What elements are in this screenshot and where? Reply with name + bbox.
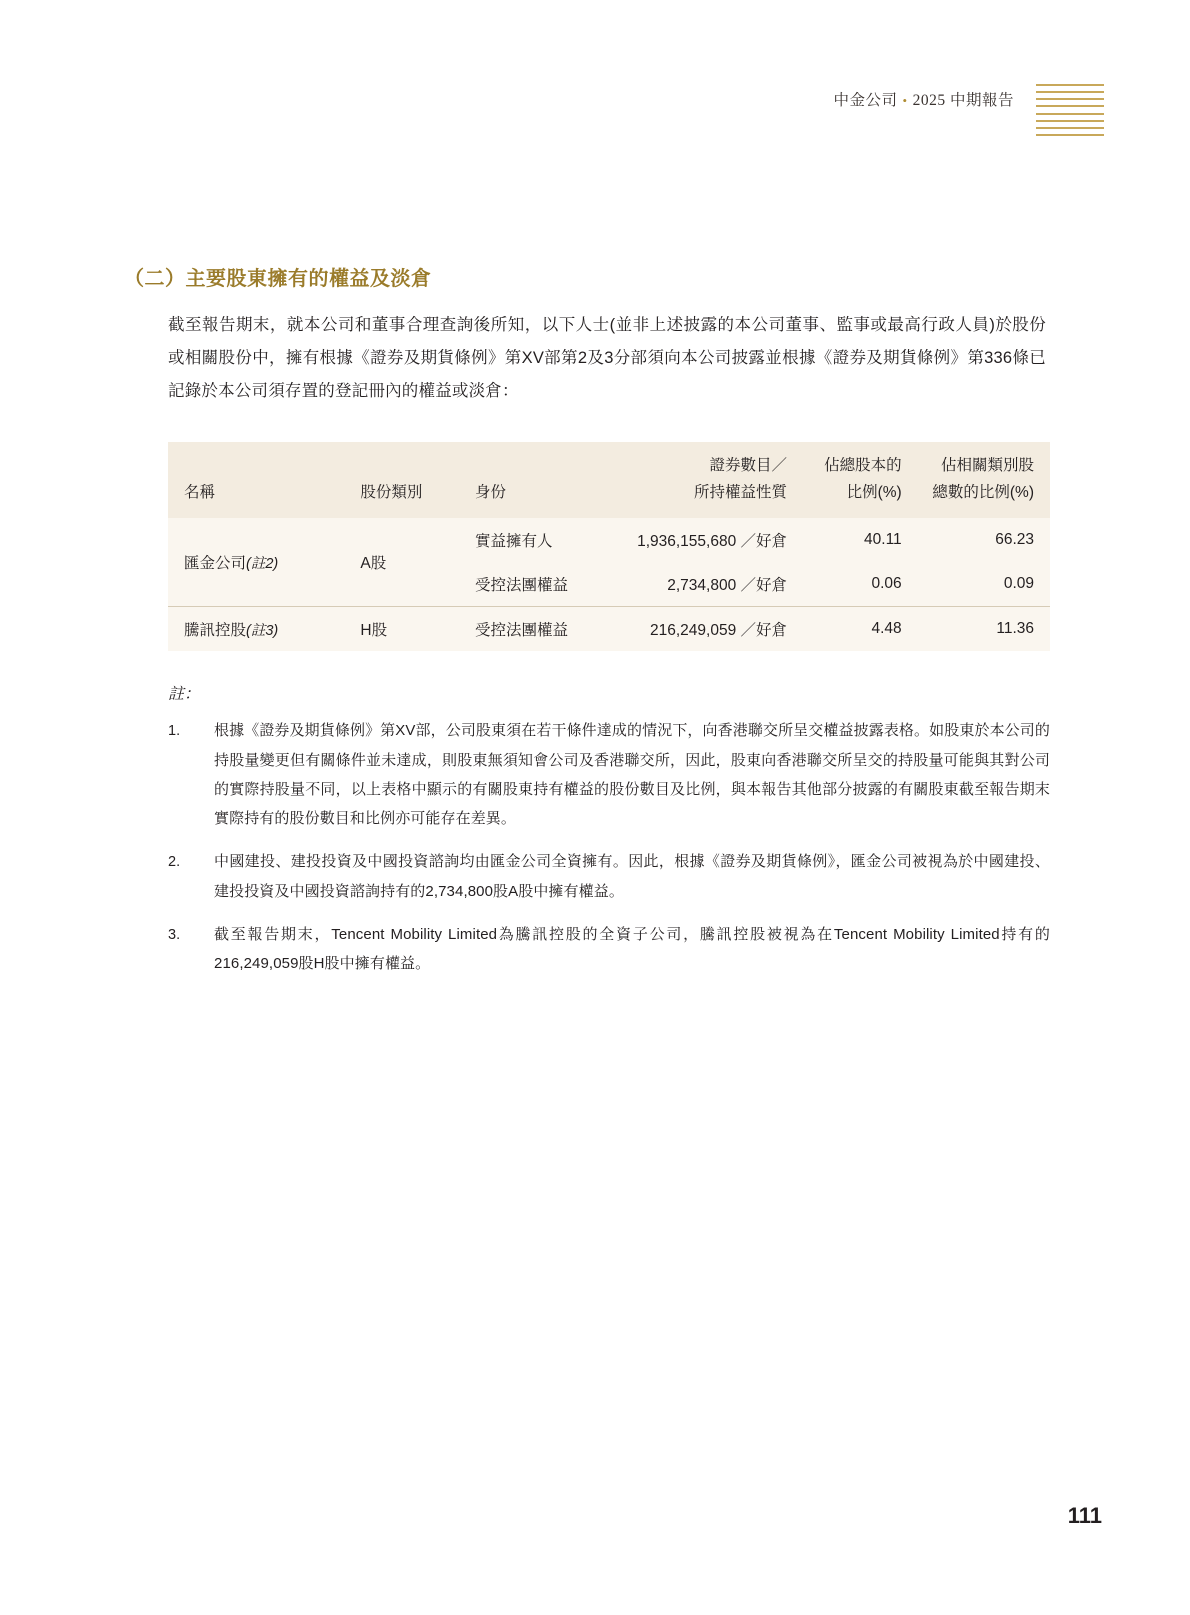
page-content bbox=[124, 262, 1054, 992]
decorative-lines-icon bbox=[1036, 84, 1104, 136]
page-title: （二）主要股東擁有的權益及淡倉 bbox=[124, 268, 432, 290]
header-company: 中金公司 bbox=[833, 92, 898, 109]
notes-list bbox=[168, 716, 1050, 978]
column-header-amount-line2: 所持權益性質 bbox=[694, 484, 788, 502]
list-item bbox=[168, 847, 1050, 906]
cell-pct-class: 0.09 bbox=[918, 562, 1050, 607]
cell-pct-total: 0.06 bbox=[803, 562, 918, 607]
column-header-amount bbox=[609, 442, 803, 518]
holdings-table-wrapper bbox=[168, 442, 1050, 651]
page-header bbox=[834, 84, 1104, 136]
column-header-name bbox=[168, 442, 344, 518]
header-title bbox=[834, 84, 1014, 110]
column-header-pct-total-line2: 比例(%) bbox=[846, 484, 902, 502]
cell-name-note-ref: (註3) bbox=[246, 623, 279, 640]
column-header-share-class bbox=[344, 442, 459, 518]
cell-pct-class: 11.36 bbox=[918, 607, 1050, 652]
cell-name-note-ref: (註2) bbox=[246, 556, 279, 573]
cell-name-text: 匯金公司 bbox=[184, 555, 247, 573]
table-row bbox=[168, 518, 1050, 562]
holdings-table bbox=[168, 442, 1050, 651]
column-header-pct-class-line2: 總數的比例(%) bbox=[932, 484, 1034, 502]
cell-amount: 216,249,059 ／好倉 bbox=[609, 607, 803, 652]
page-number: 111 bbox=[1067, 1503, 1102, 1528]
cell-amount: 2,734,800 ／好倉 bbox=[609, 562, 803, 607]
cell-pct-class: 66.23 bbox=[918, 518, 1050, 562]
cell-capacity: 受控法團權益 bbox=[459, 607, 609, 652]
cell-name-text: 騰訊控股 bbox=[184, 622, 247, 640]
note-number: 1. bbox=[168, 723, 181, 740]
note-text: 中國建投、建投投資及中國投資諮詢均由匯金公司全資擁有。因此，根據《證券及期貨條例》，匯金公司被視為於中國建投、建投投資及中國投資諮詢持有的2,734,800股A股中擁有權益。 bbox=[214, 853, 1050, 900]
column-header-name-label: 名稱 bbox=[184, 484, 216, 502]
note-text: 截至報告期末，Tencent Mobility Limited為騰訊控股的全資子公司，騰訊控股被視為在Tencent Mobility Limited持有的216,249,059股H股中擁有權益。 bbox=[214, 925, 1050, 972]
table-body bbox=[168, 518, 1050, 651]
note-text: 根據《證券及期貨條例》第XV部，公司股東須在若干條件達成的情況下，向香港聯交所呈交權益披露表格。如股東於本公司的持股量變更但有關條件並未達成，則股東無須知會公司及香港聯交所，因此，股東向香港聯交所呈交的持股量可能與其對公司的實際持股量不同，以上表格中顯示的有關股東持有權益的股份數目及比例，與本報告其他部分披露的有關股東截至報告期末實際持有的股份數目和比例亦可能存在差異。 bbox=[214, 722, 1050, 827]
cell-capacity: 受控法團權益 bbox=[459, 562, 609, 607]
cell-name bbox=[168, 518, 344, 607]
column-header-pct-total bbox=[803, 442, 918, 518]
list-item bbox=[168, 920, 1050, 979]
column-header-capacity-label: 身份 bbox=[475, 484, 507, 502]
intro-paragraph: 截至報告期末，就本公司和董事合理查詢後所知，以下人士(並非上述披露的本公司董事、監事或最高行政人員)於股份或相關股份中，擁有根據《證券及期貨條例》第XV部第2及3分部須向本公司披露並根據《證券及期貨條例》第336條已記錄於本公司須存置的登記冊內的權益或淡倉： bbox=[168, 316, 1046, 400]
table-header-row bbox=[168, 442, 1050, 518]
note-number: 3. bbox=[168, 926, 181, 943]
column-header-share-class-label: 股份類別 bbox=[360, 484, 423, 502]
header-separator: • bbox=[902, 93, 908, 108]
header-report: 2025 中期報告 bbox=[912, 92, 1014, 109]
cell-pct-total: 4.48 bbox=[803, 607, 918, 652]
note-number: 2. bbox=[168, 854, 181, 871]
table-header bbox=[168, 442, 1050, 518]
column-header-amount-line1: 證券數目／ bbox=[709, 457, 788, 474]
column-header-pct-class bbox=[918, 442, 1050, 518]
cell-amount: 1,936,155,680 ／好倉 bbox=[609, 518, 803, 562]
cell-share-class: H股 bbox=[344, 607, 459, 652]
column-header-capacity bbox=[459, 442, 609, 518]
list-item bbox=[168, 716, 1050, 833]
notes-title: 註： bbox=[168, 686, 201, 704]
cell-share-class: A股 bbox=[344, 518, 459, 607]
cell-capacity: 實益擁有人 bbox=[459, 518, 609, 562]
cell-pct-total: 40.11 bbox=[803, 518, 918, 562]
table-row bbox=[168, 607, 1050, 652]
cell-name bbox=[168, 607, 344, 652]
column-header-pct-total-line1: 佔總股本的 bbox=[824, 457, 902, 474]
column-header-pct-class-line1: 佔相關類別股 bbox=[940, 457, 1034, 474]
